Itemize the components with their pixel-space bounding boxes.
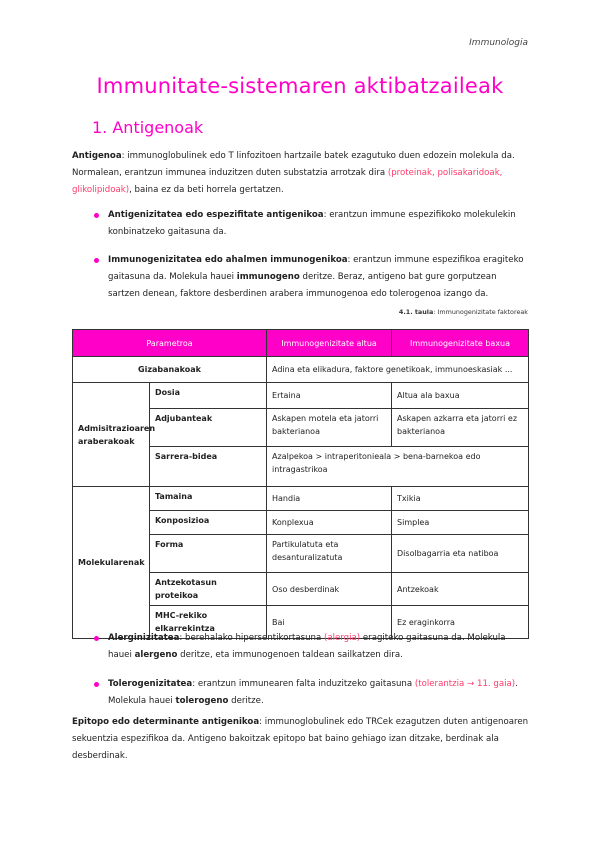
immunogenicity-table <box>72 329 529 639</box>
bullet-text: : erantzun immunearen falta induzitzeko gaitasuna <box>192 679 415 689</box>
table-row <box>73 357 529 383</box>
table-header-cell: Parametroa <box>73 330 267 357</box>
page-title: Immunitate-sistemaren aktibatzaileak <box>96 74 504 98</box>
table-cell: Tamaina <box>150 487 267 511</box>
bullet-term: Alerginizitatea <box>108 633 180 643</box>
list-item <box>90 676 530 710</box>
list-item <box>90 630 530 664</box>
bullet-text2: deritze. Beraz, antigeno bat gure gorputzean sartzen denean, faktore desberdinen arabera immunogenoa edo tolerogenoa izango da. <box>108 272 497 299</box>
table-cell: Bai <box>267 606 392 639</box>
table-cell: Sarrera-bidea <box>150 447 267 487</box>
table-cell: Konplexua <box>267 511 392 535</box>
table-cell: Ez eraginkorra <box>392 606 529 639</box>
intro-text1: : immunoglobulinek edo T linfozitoen hartzaile batek ezagutuko duen edozein molekula da. Normalean, erantzun immunea induzitzen duten substatzia arrotzak dira <box>72 151 515 178</box>
caption-text: : Immunogenizitate faktoreak <box>433 308 528 316</box>
table-cell: MHC-rekiko elkarrekintza <box>150 606 267 639</box>
table-cell: Adina eta elikadura, faktore genetikoak, immunoeskasiak ... <box>267 357 529 383</box>
table-cell: Konposizioa <box>150 511 267 535</box>
bullet-text2: eragiteko gaitasuna da. Molekula hauei <box>108 633 506 660</box>
bullet-text: : berehalako hipersentikortasuna <box>179 633 324 643</box>
intro-term: Antigenoa <box>72 151 122 161</box>
bullet-term: Tolerogenizitatea <box>108 679 193 689</box>
bullet-term2: alergeno <box>134 650 178 660</box>
table-cell: Partikulatuta eta desanturalizatuta <box>267 535 392 573</box>
table-cell: Antzekoak <box>392 573 529 606</box>
table-cell: Askapen motela eta jatorri bakterianoa <box>267 409 392 447</box>
table-caption <box>399 308 528 316</box>
table-header-cell: Immunogenizitate baxua <box>392 330 529 357</box>
bullet-term2: immunogeno <box>236 272 300 282</box>
list-item <box>90 207 530 241</box>
intro-paragraph <box>72 148 532 199</box>
intro-examples: (proteinak, polisakaridoak, glikolipidoak) <box>72 168 503 195</box>
table-group-label: Admisitrazioaren araberakoak <box>73 383 150 487</box>
bullet-list-extra <box>90 630 530 722</box>
table-cell: Askapen azkarra eta jatorri ez bakterianoa <box>392 409 529 447</box>
bullet-text3: deritze, eta immunogenoen taldean sailkatzen dira. <box>177 650 403 660</box>
epitope-paragraph <box>72 714 532 765</box>
table-cell: Adjubanteak <box>150 409 267 447</box>
bullet-pink: (tolerantzia → 11. gaia) <box>414 679 516 689</box>
intro-text2: , baina ez da beti horrela gertatzen. <box>129 185 284 195</box>
bullet-pink: (alergia) <box>324 633 361 643</box>
table-cell: Disolbagarria eta natiboa <box>392 535 529 573</box>
table-header-row <box>73 330 529 357</box>
section-heading: 1. Antigenoak <box>92 118 204 137</box>
bullet-text: : erantzun immune espezifikoko molekulekin konbinatzeko gaitasuna da. <box>108 210 516 237</box>
table-cell: Dosia <box>150 383 267 409</box>
bullet-list-properties <box>90 207 530 314</box>
epitope-text: : immunoglobulinek edo TRCek ezagutzen duten antigenoaren sekuentzia espezifikoa da. Antigeno bakoitzak epitopo bat baino gehiago izan ditzake, berdinak ala desberdinak. <box>72 717 529 761</box>
table-cell: Handia <box>267 487 392 511</box>
caption-label: 4.1. taula <box>398 308 434 316</box>
table-cell: Forma <box>150 535 267 573</box>
table-cell: Simplea <box>392 511 529 535</box>
bullet-text2: . Molekula hauei <box>108 679 518 706</box>
bullet-term: Immunogenizitatea edo ahalmen immunogenikoa <box>108 255 348 265</box>
table-cell: Ertaina <box>267 383 392 409</box>
bullet-text: : erantzun immune espezifikoa eragiteko gaitasuna da. Molekula hauei <box>108 255 524 282</box>
table-cell: Gizabanakoak <box>73 357 267 383</box>
epitope-term: Epitopo edo determinante antigenikoa <box>72 717 260 727</box>
list-item <box>90 252 530 303</box>
table-cell: Oso desberdinak <box>267 573 392 606</box>
table-cell: Antzekotasun proteikoa <box>150 573 267 606</box>
table-group-label: Molekularenak <box>73 487 150 639</box>
bullet-text3: deritze. <box>228 696 264 706</box>
bullet-term2: tolerogeno <box>175 696 229 706</box>
table-cell: Altua ala baxua <box>392 383 529 409</box>
header-label: Immunologia <box>469 38 528 48</box>
table-cell: Txikia <box>392 487 529 511</box>
table-row <box>73 383 529 409</box>
table-row <box>73 487 529 511</box>
bullet-term: Antigenizitatea edo espezifitate antigenikoa <box>108 210 324 220</box>
table-cell: Azalpekoa > intraperitonieala > bena-barnekoa edo intragastrikoa <box>267 447 529 487</box>
table-header-cell: Immunogenizitate altua <box>267 330 392 357</box>
